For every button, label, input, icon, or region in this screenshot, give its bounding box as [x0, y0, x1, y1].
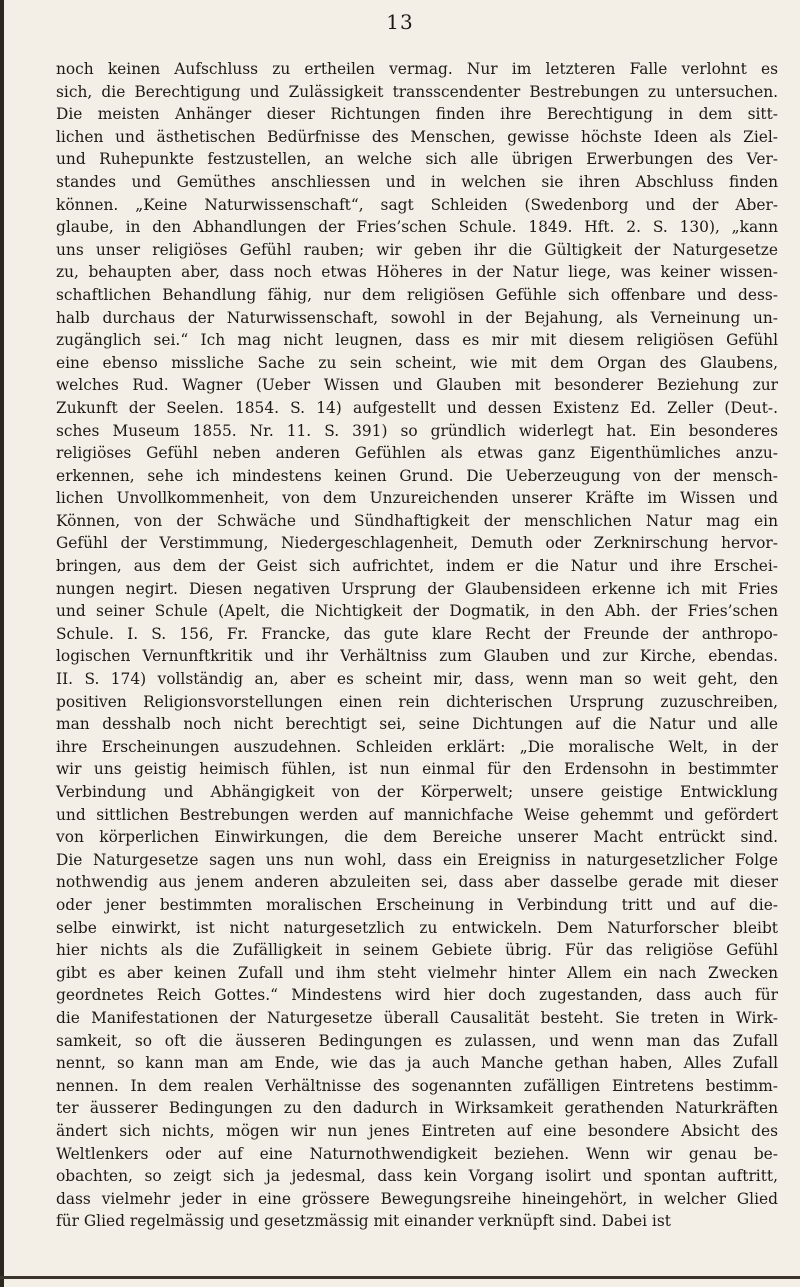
text-line: ter äusserer Bedingungen zu den dadurch in Wirksamkeit gerathenden Naturkräften — [56, 1099, 778, 1118]
page-edge-shadow — [0, 0, 4, 1287]
text-line: man desshalb noch nicht berechtigt sei, seine Dichtungen auf die Natur und alle — [56, 715, 778, 734]
text-line: Können, von der Schwäche und Sündhaftigkeit der menschlichen Natur mag ein — [56, 511, 778, 530]
text-line: lichen und ästhetischen Bedürfnisse des Menschen, gewisse höchste Ideen als Ziel- — [56, 127, 778, 146]
text-line: hier nichts als die Zufälligkeit in seinem Gebiete übrig. Für das religiöse Gefühl — [56, 941, 778, 960]
text-line: nennen. In dem realen Verhältnisse des sogenannten zufälligen Eintretens bestimm- — [56, 1076, 778, 1095]
text-line: Die Naturgesetze sagen uns nun wohl, dass ein Ereigniss in naturgesetzlicher Folge — [56, 850, 778, 869]
text-line: können. „Keine Naturwissenschaft“, sagt Schleiden (Swedenborg und der Aber- — [56, 195, 778, 214]
text-line: schaftlichen Behandlung fähig, nur dem religiösen Gefühle sich offenbare und dess- — [56, 285, 778, 304]
text-line: nennt, so kann man am Ende, wie das ja auch Manche gethan haben, Alles Zufall — [56, 1054, 778, 1073]
text-line: bringen, aus dem der Geist sich aufrichtet, indem er die Natur und ihre Erschei- — [56, 557, 778, 576]
text-line: glaube, in den Abhandlungen der Fries’schen Schule. 1849. Hft. 2. S. 130), „kann — [56, 218, 778, 237]
text-line: positiven Religionsvorstellungen einen rein dichterischen Ursprung zuzuschreiben, — [56, 692, 778, 711]
text-line: oder jener bestimmten moralischen Erscheinung in Verbindung tritt und auf die- — [56, 895, 778, 914]
text-line: uns unser religiöses Gefühl rauben; wir geben ihr die Gültigkeit der Naturgesetze — [56, 240, 778, 259]
text-line: Weltlenkers oder auf eine Naturnothwendigkeit beziehen. Wenn wir genau be- — [56, 1144, 778, 1163]
text-line: Die meisten Anhänger dieser Richtungen finden ihre Berechtigung in dem sitt- — [56, 105, 778, 124]
text-line: eine ebenso missliche Sache zu sein scheint, wie mit dem Organ des Glaubens, — [56, 353, 778, 372]
text-line: nungen negirt. Diesen negativen Ursprung der Glaubensideen erkenne ich mit Fries — [56, 579, 778, 598]
text-line: und Ruhepunkte festzustellen, an welche sich alle übrigen Erwerbungen des Ver- — [56, 150, 778, 169]
page-bottom-edge — [0, 1276, 800, 1279]
text-line: ändert sich nichts, mögen wir nun jenes Eintreten auf eine besondere Absicht des — [56, 1121, 778, 1140]
body-text — [56, 58, 778, 1233]
text-line: erkennen, sehe ich mindestens keinen Grund. Die Ueberzeugung von der mensch- — [56, 466, 778, 485]
text-line: II. S. 174) vollständig an, aber es scheint mir, dass, wenn man so weit geht, den — [56, 670, 778, 689]
text-line: Zukunft der Seelen. 1854. S. 14) aufgestellt und dessen Existenz Ed. Zeller (Deut-. — [56, 398, 778, 417]
text-line: ihre Erscheinungen auszudehnen. Schleiden erklärt: „Die moralische Welt, in der — [56, 737, 778, 756]
text-line: selbe einwirkt, ist nicht naturgesetzlich zu entwickeln. Dem Naturforscher bleibt — [56, 918, 778, 937]
text-line: noch keinen Aufschluss zu ertheilen vermag. Nur im letzteren Falle verlohnt es — [56, 60, 778, 78]
text-line: Gefühl der Verstimmung, Niedergeschlagenheit, Demuth oder Zerknirschung hervor- — [56, 534, 778, 553]
text-line: Verbindung und Abhängigkeit von der Körperwelt; unsere geistige Entwicklung — [56, 783, 778, 801]
text-line: wir uns geistig heimisch fühlen, ist nun einmal für den Erdensohn in bestimmter — [56, 760, 778, 779]
text-line: standes und Gemüthes anschliessen und in welchen sie ihren Abschluss finden — [56, 172, 778, 191]
text-line: sich, die Berechtigung und Zulässigkeit transscendenter Bestrebungen zu untersuchen. — [56, 82, 778, 101]
text-line: religiöses Gefühl neben anderen Gefühlen als etwas ganz Eigenthümliches anzu- — [56, 444, 778, 463]
text-line: samkeit, so oft die äusseren Bedingungen es zulassen, und wenn man das Zufall — [56, 1031, 778, 1050]
text-line: und seiner Schule (Apelt, die Nichtigkeit der Dogmatik, in den Abh. der Fries’schen — [56, 602, 778, 621]
text-line: lichen Unvollkommenheit, von dem Unzureichenden unserer Kräfte im Wissen und — [56, 489, 778, 508]
page-number: 13 — [386, 10, 414, 34]
text-line: sches Museum 1855. Nr. 11. S. 391) so gründlich widerlegt hat. Ein besonderes — [56, 421, 778, 440]
text-line: die Manifestationen der Naturgesetze überall Causalität besteht. Sie treten in Wirk- — [56, 1008, 778, 1027]
text-line: dass vielmehr jeder in eine grössere Bewegungsreihe hineingehört, in welcher Glied — [56, 1189, 778, 1208]
text-line: zugänglich sei.“ Ich mag nicht leugnen, dass es mir mit diesem religiösen Gefühl — [56, 331, 778, 350]
text-line: für Glied regelmässig und gesetzmässig mit einander verknüpft sind. Dabei ist — [56, 1212, 671, 1231]
text-line: halb durchaus der Naturwissenschaft, sowohl in der Bejahung, als Verneinung un- — [56, 308, 778, 327]
text-line: zu, behaupten aber, dass noch etwas Höheres in der Natur liege, was keiner wissen- — [56, 263, 778, 282]
text-line: von körperlichen Einwirkungen, die dem Bereiche unserer Macht entrückt sind. — [56, 828, 778, 847]
text-line: Schule. I. S. 156, Fr. Francke, das gute klare Recht der Freunde der anthropo- — [56, 624, 778, 643]
text-line: nothwendig aus jenem anderen abzuleiten sei, dass aber dasselbe gerade mit dieser — [56, 873, 778, 892]
text-line: obachten, so zeigt sich ja jedesmal, dass kein Vorgang isolirt und spontan auftritt, — [56, 1167, 778, 1186]
text-line: logischen Vernunftkritik und ihr Verhältniss zum Glauben und zur Kirche, ebendas. — [56, 647, 778, 666]
text-line: geordnetes Reich Gottes.“ Mindestens wird hier doch zugestanden, dass auch für — [56, 986, 778, 1005]
text-line: welches Rud. Wagner (Ueber Wissen und Glauben mit besonderer Beziehung zur — [56, 376, 778, 395]
text-line: und sittlichen Bestrebungen werden auf mannichfache Weise gehemmt und gefördert — [56, 805, 778, 824]
text-line: gibt es aber keinen Zufall und ihm steht vielmehr hinter Allem ein nach Zwecken — [56, 963, 778, 982]
